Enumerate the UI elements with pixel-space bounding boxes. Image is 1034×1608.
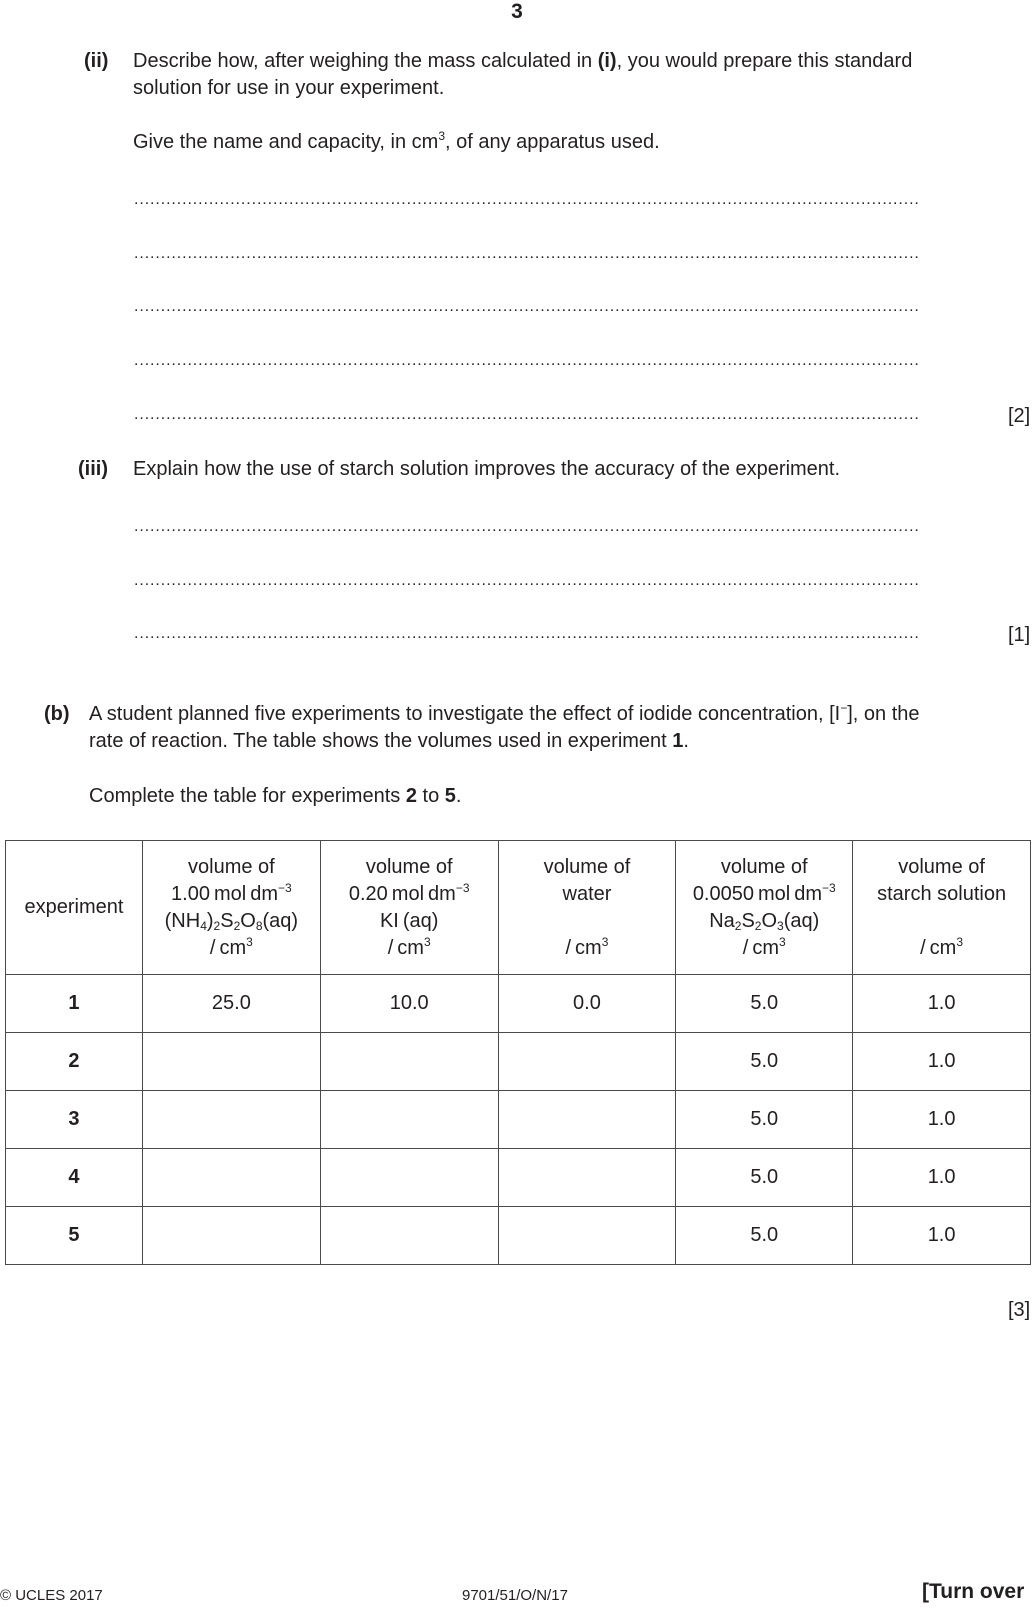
footer-turn-over: [Turn over	[922, 1580, 1025, 1603]
mark-allocation-iii: [1]	[1008, 624, 1031, 646]
superscript: 3	[438, 129, 446, 143]
question-iii-text: Explain how the use of starch solution improves the accuracy of the experiment.	[133, 458, 841, 480]
question-ii-text-line2: solution for use in your experiment.	[133, 77, 445, 99]
header-text: starch solution	[877, 882, 1007, 905]
superscript: −3	[278, 880, 292, 895]
instruction-text: , of any apparatus used.	[445, 131, 660, 153]
superscript: 3	[246, 934, 253, 949]
cell-starch: 1.0	[853, 1207, 1031, 1265]
instruction-text: Give the name and capacity, in cm	[133, 131, 439, 153]
header-persulfate	[142, 841, 320, 975]
question-ii-instruction	[133, 129, 660, 156]
cell-water: 0.0	[498, 975, 676, 1033]
cell-ki-answer[interactable]	[320, 1207, 498, 1265]
formula: (aq)	[783, 909, 820, 932]
footer-copyright: © UCLES 2017	[0, 1587, 103, 1604]
bold-ref: 1	[672, 730, 684, 752]
formula: O	[761, 909, 778, 932]
subscript: 3	[777, 918, 784, 933]
cell-persulfate-answer[interactable]	[142, 1149, 320, 1207]
cell-starch: 1.0	[853, 1091, 1031, 1149]
header-ki	[320, 841, 498, 975]
cell-ki: 10.0	[320, 975, 498, 1033]
cell-thiosulfate: 5.0	[676, 975, 853, 1033]
formula: S	[741, 909, 755, 932]
footer-paper-code: 9701/51/O/N/17	[462, 1587, 568, 1604]
subscript: 2	[754, 918, 762, 933]
subscript: 4	[200, 918, 207, 933]
cell-experiment: 3	[6, 1091, 143, 1149]
question-ii-text	[133, 48, 1033, 102]
cell-water-answer[interactable]	[498, 1149, 676, 1207]
answer-line[interactable]: ...................................................................................................................................................	[134, 406, 920, 423]
instruction-text: to	[416, 785, 445, 807]
page-number: 3	[511, 0, 523, 23]
header-text: volume of	[188, 855, 275, 878]
question-b-text-a: A student planned five experiments to investigate the effect of iodide concentration, [I	[89, 703, 841, 725]
instruction-text: Complete the table for experiments	[89, 785, 406, 807]
formula: KI (aq)	[379, 909, 439, 932]
cell-ki-answer[interactable]	[320, 1091, 498, 1149]
table-header-row	[6, 841, 1031, 975]
bold-ref: 5	[444, 785, 456, 807]
header-text: volume of	[720, 855, 808, 878]
formula: )	[206, 909, 214, 932]
question-label-b: (b)	[44, 703, 70, 725]
answer-line[interactable]: ...................................................................................................................................................	[134, 518, 920, 535]
bold-ref: 2	[405, 785, 417, 807]
answer-line[interactable]: ...................................................................................................................................................	[134, 298, 920, 315]
table-row	[6, 1033, 1031, 1091]
header-experiment	[6, 841, 143, 975]
cell-ki-answer[interactable]	[320, 1033, 498, 1091]
mark-allocation-b: [3]	[1008, 1299, 1031, 1321]
superscript: 3	[779, 934, 786, 949]
cell-persulfate-answer[interactable]	[142, 1091, 320, 1149]
header-text: volume of	[898, 855, 985, 878]
question-ii-text-a: Describe how, after weighing the mass calculated in	[133, 50, 598, 72]
question-b-instruction	[89, 783, 461, 810]
cell-water-answer[interactable]	[498, 1033, 676, 1091]
cell-water-answer[interactable]	[498, 1091, 676, 1149]
punctuation: .	[455, 785, 462, 807]
subscript: 8	[255, 918, 263, 933]
formula: S	[220, 909, 234, 932]
subscript: 2	[734, 918, 742, 933]
header-starch	[853, 841, 1031, 975]
cell-experiment: 5	[6, 1207, 143, 1265]
table-row	[6, 1149, 1031, 1207]
answer-line[interactable]: ...................................................................................................................................................	[134, 191, 920, 208]
unit: / cm	[209, 936, 247, 959]
results-table	[5, 840, 1031, 1265]
cell-persulfate-answer[interactable]	[142, 1207, 320, 1265]
superscript: −3	[822, 880, 836, 895]
formula: (NH	[164, 909, 201, 932]
cell-experiment: 2	[6, 1033, 143, 1091]
unit: / cm	[920, 936, 957, 959]
unit: / cm	[387, 936, 424, 959]
cell-thiosulfate: 5.0	[676, 1149, 853, 1207]
mark-allocation-ii: [2]	[1008, 405, 1031, 427]
subscript: 2	[213, 918, 221, 933]
cell-thiosulfate: 5.0	[676, 1207, 853, 1265]
formula: O	[240, 909, 256, 932]
question-label-ii: (ii)	[84, 50, 109, 72]
header-text: 1.00 mol dm	[171, 882, 278, 905]
question-ii-ref: (i)	[597, 50, 617, 72]
answer-line[interactable]: ...................................................................................................................................................	[134, 245, 920, 262]
punctuation: .	[683, 730, 689, 752]
answer-line[interactable]: ...................................................................................................................................................	[134, 572, 920, 589]
cell-starch: 1.0	[853, 1149, 1031, 1207]
question-label-iii: (iii)	[78, 458, 108, 480]
question-b-text	[89, 701, 1034, 755]
cell-experiment: 1	[6, 975, 143, 1033]
cell-water-answer[interactable]	[498, 1207, 676, 1265]
cell-persulfate-answer[interactable]	[142, 1033, 320, 1091]
cell-experiment: 4	[6, 1149, 143, 1207]
table-row	[6, 975, 1031, 1033]
cell-starch: 1.0	[853, 975, 1031, 1033]
answer-line[interactable]: ...................................................................................................................................................	[134, 352, 920, 369]
header-text: 0.20 mol dm	[348, 882, 456, 905]
header-text: experiment	[24, 896, 124, 918]
cell-thiosulfate: 5.0	[676, 1091, 853, 1149]
answer-line[interactable]: ...................................................................................................................................................	[134, 625, 920, 642]
cell-persulfate: 25.0	[142, 975, 320, 1033]
unit: / cm	[565, 936, 602, 959]
subscript: 2	[233, 918, 241, 933]
header-text: volume of	[365, 855, 453, 878]
question-b-line2: rate of reaction. The table shows the volumes used in experiment	[89, 730, 673, 752]
cell-ki-answer[interactable]	[320, 1149, 498, 1207]
unit: / cm	[742, 936, 780, 959]
header-text: water	[562, 882, 612, 905]
question-ii-text-b: , you would prepare this standard	[616, 50, 913, 72]
superscript: 3	[956, 934, 964, 949]
formula: (aq)	[262, 909, 299, 932]
header-water	[498, 841, 676, 975]
superscript: 3	[423, 934, 431, 949]
question-b-text-b: ], on the	[847, 703, 920, 725]
cell-thiosulfate: 5.0	[676, 1033, 853, 1091]
superscript: 3	[601, 934, 609, 949]
header-thiosulfate	[676, 841, 853, 975]
cell-starch: 1.0	[853, 1033, 1031, 1091]
table-row	[6, 1207, 1031, 1265]
superscript: −3	[455, 880, 470, 895]
header-text: volume of	[543, 855, 631, 878]
formula: Na	[709, 909, 735, 932]
header-text: 0.0050 mol dm	[692, 882, 823, 905]
superscript: −	[840, 701, 848, 715]
table-row	[6, 1091, 1031, 1149]
